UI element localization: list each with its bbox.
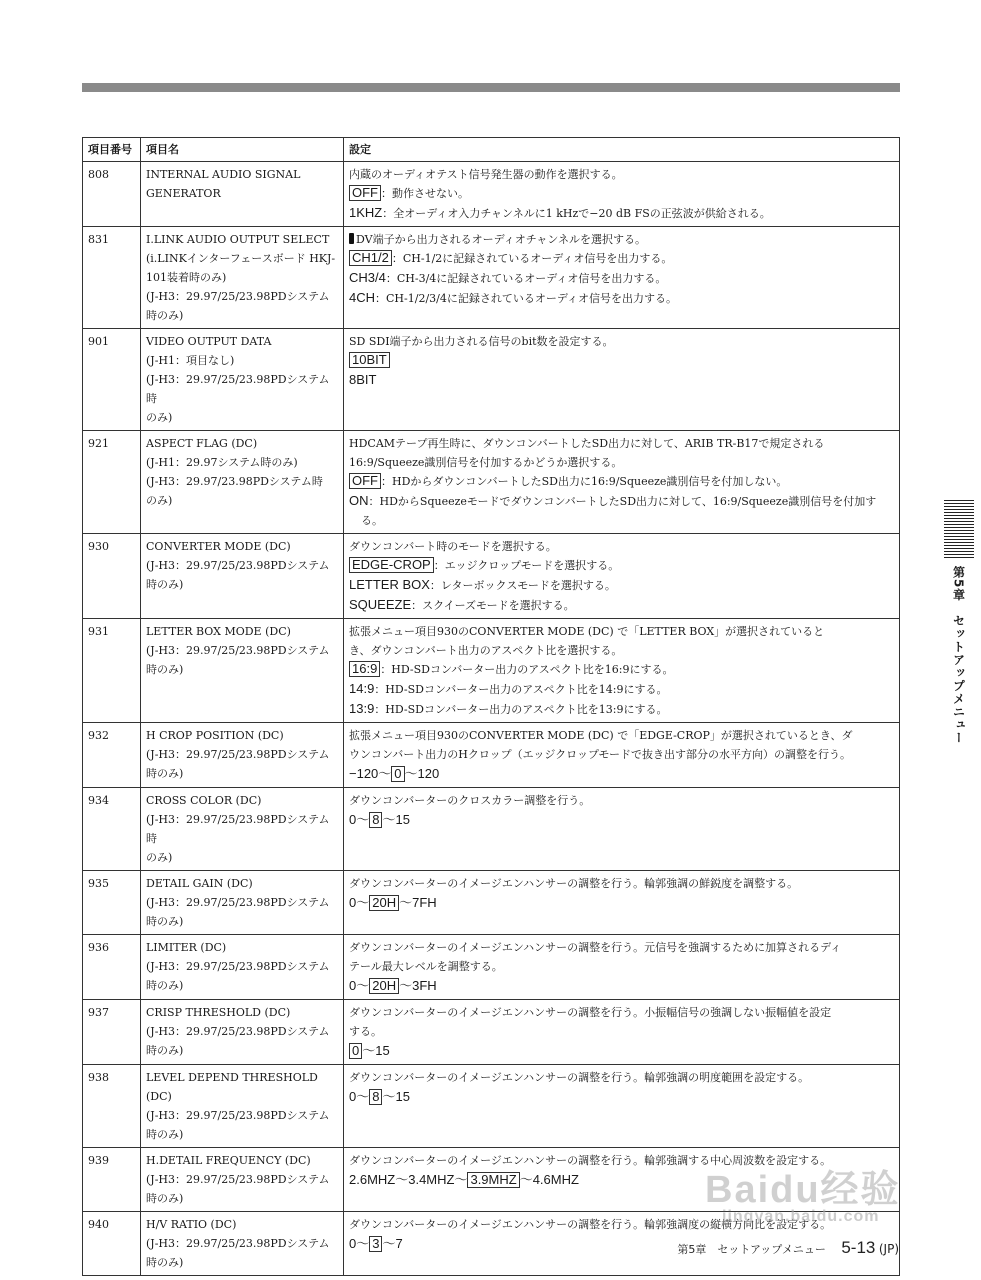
range-suffix: 〜3FH <box>399 978 437 993</box>
setting-description <box>344 534 900 619</box>
item-number: 831 <box>83 227 141 329</box>
table-row <box>83 723 900 788</box>
item-name-line: (J-H3：29.97/25/23.98PDシステム <box>146 748 330 761</box>
item-name-line: VIDEO OUTPUT DATA <box>146 335 272 348</box>
item-name <box>141 935 344 1000</box>
setting-description <box>344 227 900 329</box>
setting-line <box>349 288 894 308</box>
range-suffix: 〜15 <box>382 812 410 827</box>
table-row <box>83 534 900 619</box>
range-prefix: 0〜 <box>349 1089 370 1104</box>
item-number: 901 <box>83 329 141 431</box>
setting-line <box>349 268 894 288</box>
setting-description <box>344 723 900 788</box>
item-name-line: LEVEL DEPEND THRESHOLD <box>146 1071 318 1084</box>
setting-description <box>344 162 900 227</box>
range-prefix: 0〜 <box>349 895 370 910</box>
item-name-line: GENERATOR <box>146 187 221 200</box>
item-name-line: (J-H3：29.97/25/23.98PDシステム <box>146 644 330 657</box>
item-name-line: H/V RATIO (DC) <box>146 1218 237 1231</box>
setting-line <box>349 1003 894 1022</box>
item-name-line: (J-H3：29.97/25/23.98PDシステム <box>146 960 330 973</box>
setting-line <box>349 184 894 203</box>
setting-line <box>349 351 894 370</box>
item-number: 932 <box>83 723 141 788</box>
page-footer <box>677 1238 899 1258</box>
description-text: ：全オーディオ入力チャンネルに1 kHzで−20 dB FSの正弦波が供給される。 <box>382 207 771 220</box>
item-name-line: CROSS COLOR (DC) <box>146 794 262 807</box>
item-name-line: H.DETAIL FREQUENCY (DC) <box>146 1154 311 1167</box>
description-text: ダウンコンバーターのイメージエンハンサーの調整を行う。輪郭強調の明度範囲を設定する。 <box>349 1071 810 1084</box>
side-tab-stripes <box>944 500 974 558</box>
range-prefix: 0〜 <box>349 978 370 993</box>
setting-description <box>344 788 900 871</box>
item-name-line: (J-H3：29.97/25/23.98PDシステム <box>146 1109 330 1122</box>
item-name-line: 時のみ) <box>146 979 184 992</box>
item-name-line: 時のみ) <box>146 663 184 676</box>
setting-line <box>349 726 894 745</box>
range-prefix: −120〜 <box>349 766 392 781</box>
setting-line <box>349 434 894 453</box>
page-suffix: (JP) <box>878 1242 899 1256</box>
default-value-box: 8 <box>369 812 382 828</box>
item-name-line: 時のみ) <box>146 1044 184 1057</box>
table-row <box>83 227 900 329</box>
description-text: 拡張メニュー項目930のCONVERTER MODE (DC) で「LETTER BOX」が選択されていると <box>349 625 825 638</box>
option-label: 4CH <box>349 290 376 305</box>
default-value-box: 20H <box>369 978 399 994</box>
description-text: ：CH-1/2/3/4に記録されているオーディオ信号を出力する。 <box>375 292 677 305</box>
table-row <box>83 1065 900 1148</box>
setting-line <box>349 660 894 679</box>
item-name-line: 時のみ) <box>146 309 184 322</box>
description-text: ：CH-1/2に記録されているオーディオ信号を出力する。 <box>391 252 673 265</box>
setting-line <box>349 699 894 719</box>
range-suffix: 〜4.6MHZ <box>519 1172 579 1187</box>
header-item-name: 項目名 <box>141 138 344 162</box>
setting-line <box>349 230 894 249</box>
setting-line <box>349 679 894 699</box>
default-value-box: 3.9MHZ <box>467 1172 519 1188</box>
item-number: 934 <box>83 788 141 871</box>
description-text: ：CH-3/4に記録されているオーディオ信号を出力する。 <box>385 272 667 285</box>
description-text: 内蔵のオーディオテスト信号発生器の動作を選択する。 <box>349 168 623 181</box>
item-name <box>141 723 344 788</box>
setting-line <box>349 491 894 530</box>
description-text: HDCAMテープ再生時に、ダウンコンバートしたSD出力に対して、ARIB TR-B17で規定される <box>349 437 825 450</box>
description-text: ダウンコンバーターのイメージエンハンサーの調整を行う。元信号を強調するために加算されるディ <box>349 941 842 954</box>
setting-line <box>349 165 894 184</box>
table-row <box>83 619 900 723</box>
item-name-line: (J-H3：29.97/25/23.98PDシステム時 <box>146 813 330 845</box>
default-value-box: CH1/2 <box>349 250 392 266</box>
setting-line <box>349 938 894 957</box>
setting-line <box>349 1022 894 1041</box>
default-value-box: OFF <box>349 185 381 201</box>
item-name-line: 時のみ) <box>146 578 184 591</box>
range-prefix: 2.6MHZ〜3.4MHZ〜 <box>349 1172 468 1187</box>
item-name-line: のみ) <box>146 851 173 864</box>
header-item-number: 項目番号 <box>83 138 141 162</box>
item-name-line: 時のみ) <box>146 1128 184 1141</box>
description-text: ：HDからダウンコンバートしたSD出力に16:9/Squeeze識別信号を付加しない。 <box>381 475 788 488</box>
default-value-box: EDGE-CROP <box>349 557 434 573</box>
item-name <box>141 534 344 619</box>
table-header-row <box>83 138 900 162</box>
setting-line <box>349 622 894 641</box>
setting-description <box>344 431 900 534</box>
item-name-line: 時のみ) <box>146 767 184 780</box>
item-name-line: 101装着時のみ) <box>146 271 227 284</box>
default-value-box: 3 <box>369 1236 382 1252</box>
description-text: テール最大レベルを調整する。 <box>349 960 503 973</box>
default-value-box: 10BIT <box>349 352 390 368</box>
option-label: 14:9 <box>349 681 375 696</box>
description-text: SD SDI端子から出力される信号のbit数を設定する。 <box>349 335 614 348</box>
table-row <box>83 935 900 1000</box>
setting-line <box>349 537 894 556</box>
item-number: 939 <box>83 1148 141 1212</box>
option-label: 13:9 <box>349 701 375 716</box>
item-number: 935 <box>83 871 141 935</box>
description-text: する。 <box>349 1025 382 1038</box>
setting-description <box>344 619 900 723</box>
setting-line <box>349 575 894 595</box>
item-name-line: (J-H1：項目なし) <box>146 354 235 367</box>
item-name <box>141 1212 344 1276</box>
default-value-box: 16:9 <box>349 661 380 677</box>
setting-line <box>349 453 894 472</box>
description-text: ：スクイーズモードを選択する。 <box>411 599 575 612</box>
table-row <box>83 1000 900 1065</box>
description-text: ：エッジクロップモードを選択する。 <box>433 559 620 572</box>
setting-line <box>349 791 894 810</box>
item-name-line: (i.LINKインターフェースボード HKJ- <box>146 252 336 265</box>
table-row <box>83 329 900 431</box>
setting-line <box>349 472 894 491</box>
item-name-line: (J-H3：29.97/25/23.98PDシステム <box>146 896 330 909</box>
item-name-line: ASPECT FLAG (DC) <box>146 437 258 450</box>
range-suffix: 〜7FH <box>399 895 437 910</box>
item-name-line: DETAIL GAIN (DC) <box>146 877 253 890</box>
item-name-line: (DC) <box>146 1090 172 1103</box>
default-value-box: OFF <box>349 473 381 489</box>
item-name-line: CONVERTER MODE (DC) <box>146 540 291 553</box>
item-number: 936 <box>83 935 141 1000</box>
description-text: ：HD-SDコンバーター出力のアスペクト比を14:9にする。 <box>374 683 668 696</box>
item-name-line: (J-H1：29.97システム時のみ) <box>146 456 298 469</box>
table-row <box>83 788 900 871</box>
item-name-line: LETTER BOX MODE (DC) <box>146 625 291 638</box>
description-text: ダウンコンバーターのイメージエンハンサーの調整を行う。輪郭強調する中心周波数を設定する。 <box>349 1154 832 1167</box>
item-name <box>141 788 344 871</box>
item-number: 921 <box>83 431 141 534</box>
setting-line <box>349 976 894 996</box>
option-label: 8BIT <box>349 372 377 387</box>
default-value-box: 0 <box>349 1043 362 1059</box>
description-text: ：レターボックスモードを選択する。 <box>429 579 616 592</box>
setting-line <box>349 745 894 764</box>
item-name <box>141 431 344 534</box>
item-name <box>141 871 344 935</box>
item-number: 930 <box>83 534 141 619</box>
option-label: SQUEEZE <box>349 597 412 612</box>
setting-description <box>344 871 900 935</box>
description-text: ：HDからSqueezeモードでダウンコンバートしたSD出力に対して、16:9/Squeeze識別信号を付加する。 <box>361 495 877 527</box>
item-number: 938 <box>83 1065 141 1148</box>
setting-line <box>349 874 894 893</box>
item-name <box>141 329 344 431</box>
item-name-line: のみ) <box>146 411 173 424</box>
setting-description <box>344 329 900 431</box>
item-name <box>141 162 344 227</box>
item-name <box>141 1065 344 1148</box>
description-text: 16:9/Squeeze識別信号を付加するかどうか選択する。 <box>349 456 623 469</box>
top-rule <box>82 83 900 92</box>
setting-line <box>349 641 894 660</box>
item-number: 931 <box>83 619 141 723</box>
settings-table <box>82 137 900 1276</box>
range-suffix: 〜15 <box>382 1089 410 1104</box>
description-text: ダウンコンバーターのイメージエンハンサーの調整を行う。輪郭強調度の縦横方向比を設定する。 <box>349 1218 832 1231</box>
item-name-line: (J-H3：29.97/25/23.98PDシステム <box>146 1173 330 1186</box>
setting-description <box>344 1065 900 1148</box>
footer-chapter: 第5章 セットアップメニュー <box>677 1243 826 1256</box>
watermark-logo: Baidu经验 <box>705 1169 901 1211</box>
setting-line <box>349 249 894 268</box>
table-row <box>83 162 900 227</box>
description-text: ：HD-SDコンバーター出力のアスペクト比を16:9にする。 <box>380 663 674 676</box>
page-number: 5-13 <box>841 1238 876 1257</box>
description-text: ダウンコンバーターのクロスカラー調整を行う。 <box>349 794 591 807</box>
range-prefix: 0〜 <box>349 1236 370 1251</box>
option-label: CH3/4 <box>349 270 386 285</box>
description-text: ダウンコンバーターのイメージエンハンサーの調整を行う。輪郭強調の鮮鋭度を調整する。 <box>349 877 799 890</box>
note-icon <box>349 233 354 244</box>
item-name-line: (J-H3：29.97/25/23.98PDシステム <box>146 290 330 303</box>
option-label: LETTER BOX <box>349 577 430 592</box>
description-text: ：動作させない。 <box>381 187 469 200</box>
description-text: き、ダウンコンバート出力のアスペクト比を選択する。 <box>349 644 623 657</box>
item-name-line: 時のみ) <box>146 1256 184 1269</box>
option-label: 1KHZ <box>349 205 383 220</box>
setting-line <box>349 595 894 615</box>
setting-line <box>349 764 894 784</box>
item-name-line: (J-H3：29.97/25/23.98PDシステム <box>146 1025 330 1038</box>
setting-line <box>349 893 894 913</box>
description-text: ：HD-SDコンバーター出力のアスペクト比を13:9にする。 <box>374 703 668 716</box>
item-name-line: (J-H3：29.97/23.98PDシステム時 <box>146 475 323 488</box>
setting-line <box>349 1068 894 1087</box>
setting-description <box>344 935 900 1000</box>
default-value-box: 0 <box>391 766 404 782</box>
item-name-line: LIMITER (DC) <box>146 941 227 954</box>
watermark-url: jingyan.baidu.com <box>722 1208 880 1225</box>
item-name <box>141 619 344 723</box>
range-suffix: 〜120 <box>404 766 440 781</box>
side-tab-label: 第5章 セットアップメニュー <box>951 566 966 745</box>
setting-line <box>349 1087 894 1107</box>
setting-line <box>349 1041 894 1061</box>
default-value-box: 20H <box>369 895 399 911</box>
setting-line <box>349 810 894 830</box>
item-name <box>141 227 344 329</box>
range-suffix: 〜7 <box>382 1236 403 1251</box>
item-name-line: INTERNAL AUDIO SIGNAL <box>146 168 301 181</box>
setting-description <box>344 1000 900 1065</box>
default-value-box: 8 <box>369 1089 382 1105</box>
item-name-line: (J-H3：29.97/25/23.98PDシステム <box>146 559 330 572</box>
setting-line <box>349 957 894 976</box>
setting-line <box>349 203 894 223</box>
item-name-line: のみ) <box>146 494 173 507</box>
chapter-side-tab <box>944 500 974 744</box>
item-name-line: (J-H3：29.97/25/23.98PDシステム <box>146 1237 330 1250</box>
description-text: ウンコンバート出力のHクロップ（エッジクロップモードで抜き出す部分の水平方向）の調整を行う。 <box>349 748 852 761</box>
setting-line <box>349 370 894 390</box>
item-name-line: 時のみ) <box>146 915 184 928</box>
description-text: ダウンコンバート時のモードを選択する。 <box>349 540 557 553</box>
description-text: ダウンコンバーターのイメージエンハンサーの調整を行う。小振幅信号の強調しない振幅値を設定 <box>349 1006 832 1019</box>
range-prefix: 0〜 <box>349 812 370 827</box>
item-name-line: I.LINK AUDIO OUTPUT SELECT <box>146 233 330 246</box>
table-row <box>83 431 900 534</box>
setting-line <box>349 556 894 575</box>
item-name-line: 時のみ) <box>146 1192 184 1205</box>
option-label: ON <box>349 493 369 508</box>
setting-line <box>349 332 894 351</box>
description-text: DV端子から出力されるオーディオチャンネルを選択する。 <box>356 233 647 246</box>
item-name-line: CRISP THRESHOLD (DC) <box>146 1006 291 1019</box>
item-name <box>141 1000 344 1065</box>
item-name-line: H CROP POSITION (DC) <box>146 729 284 742</box>
range-suffix: 〜15 <box>362 1043 390 1058</box>
table-row <box>83 871 900 935</box>
header-setting: 設定 <box>344 138 900 162</box>
item-number: 940 <box>83 1212 141 1276</box>
item-number: 808 <box>83 162 141 227</box>
item-number: 937 <box>83 1000 141 1065</box>
item-name-line: (J-H3：29.97/25/23.98PDシステム時 <box>146 373 330 405</box>
item-name <box>141 1148 344 1212</box>
description-text: 拡張メニュー項目930のCONVERTER MODE (DC) で「EDGE-CROP」が選択されているとき、ダ <box>349 729 853 742</box>
